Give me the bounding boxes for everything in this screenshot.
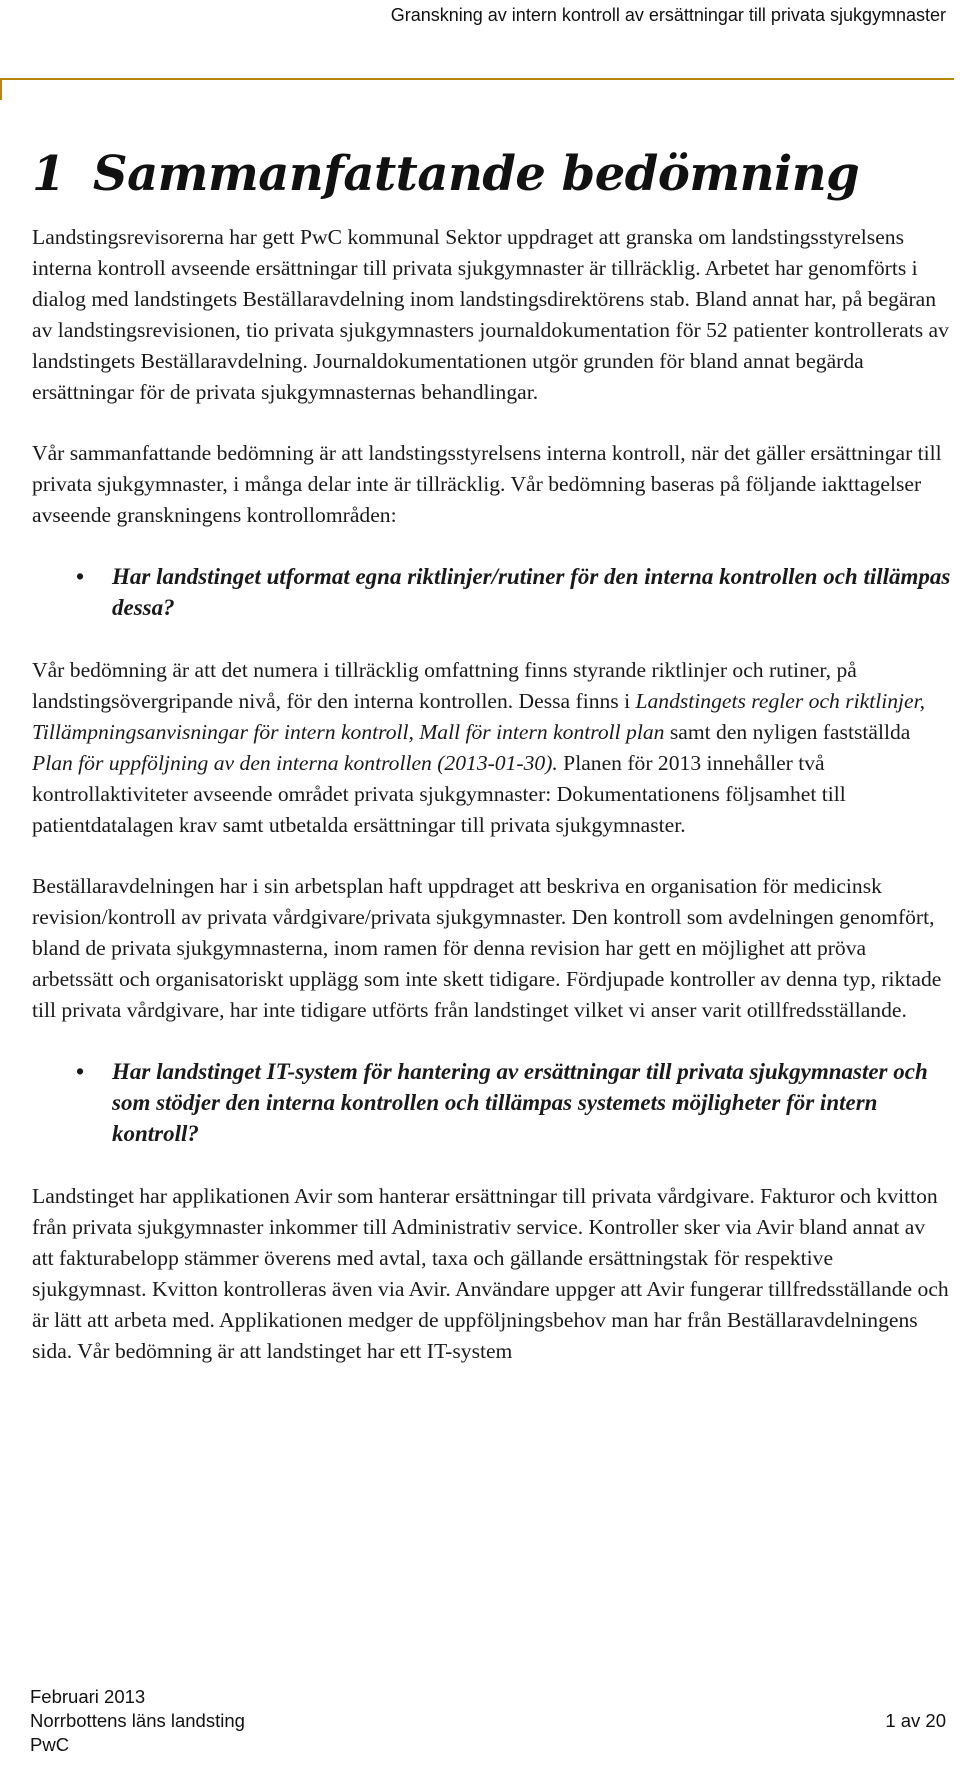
bullet-text: Har landstinget IT-system för hantering av ersättningar till privata sjukgymnaster och som stödjer den interna kontrollen och tillämpas systemets möjligheter för intern kontroll? xyxy=(112,1059,928,1146)
page-footer xyxy=(30,1685,946,1757)
footer-date: Februari 2013 xyxy=(30,1686,146,1707)
bullet-icon: • xyxy=(76,1059,85,1084)
paragraph-intro: Landstingsrevisorerna har gett PwC kommunal Sektor uppdraget att granska om landstingsstyrelsens interna kontroll avseende ersättningar till privata sjukgymnaster är tillräcklig. Arbetet har genomförts i dialog med landstingets Beställaravdelning inom landstingsdirektörens stab. Bland annat har, på begäran av landstingsrevisionen, tio privata sjukgymnasters journaldokumentation för 52 patienter kontrollerats av landstingets Beställaravdelning. Journaldokumentationen utgör grunden för bland annat begärda ersättningar för de privata sjukgymnasternas behandlingar. xyxy=(32,225,949,404)
text-run: Planen för 2013 innehåller två kontrollaktiviteter avseende området privata sjukgymnaster: Dokumentationens följsamhet till patientdatalagen krav samt utbetalda ersättningar till privata sjukgymnaster. xyxy=(32,751,846,837)
text-run: Vår bedömning är att det numera i tillräcklig omfattning finns styrande riktlinjer och rutiner, på landstingsövergripande nivå, för den interna kontrollen. Dessa finns i xyxy=(32,658,857,713)
footer-author: PwC xyxy=(30,1734,70,1755)
bullet-question-guidelines xyxy=(32,561,952,623)
section-title: Sammanfattande bedömning xyxy=(92,146,860,202)
bullet-text: Har landstinget utformat egna riktlinjer/rutiner för den interna kontrollen och tillämpas dessa? xyxy=(112,564,951,620)
bullet-question-it-system xyxy=(32,1056,952,1149)
section-heading xyxy=(32,146,952,202)
paragraph-ordering-department: Beställaravdelningen har i sin arbetsplan haft uppdraget att beskriva en organisation för medicinsk revision/kontroll av privata vårdgivare/privata sjukgymnaster. Den kontroll som avdelningen genomfört, bland de privata sjukgymnasterna, inom ramen för denna revision har gett en möjlighet att pröva arbetssätt och organisatoriskt upplägg som inte skett tidigare. Fördjupade kontroller av denna typ, riktade till privata vårdgivare, har inte tidigare utförts från landstinget vilket vi anser varit otillfredsställande. xyxy=(32,874,942,1022)
paragraph-guidelines-assessment xyxy=(32,655,952,841)
paragraph-summary: Vår sammanfattande bedömning är att landstingsstyrelsens interna kontroll, när det gäller ersättningar till privata sjukgymnaster, i många delar inte är tillräcklig. Vår bedömning baseras på följande iakttagelser avseende granskningens kontrollområden: xyxy=(32,441,942,527)
bullet-icon: • xyxy=(76,564,85,589)
page-body xyxy=(32,146,952,1397)
section-number: 1 xyxy=(32,146,65,202)
document-reference: Plan för uppföljning av den interna kontrollen (2013-01-30). xyxy=(32,751,558,775)
paragraph-avir: Landstinget har applikationen Avir som hanterar ersättningar till privata vårdgivare. Fakturor och kvitton från privata sjukgymnaster inkommer till Administrativ service. Kontroller sker via Avir bland annat av att fakturabelopp stämmer överens med avtal, taxa och gällande ersättningstak för respektive sjukgymnast. Kvitton kontrolleras även via Avir. Användare uppger att Avir fungerar tillfredsställande och är lätt att arbeta med. Applikationen medger de uppföljningsbehov man har från Beställaravdelningens sida. Vår bedömning är att landstinget har ett IT-system xyxy=(32,1184,949,1363)
footer-organization: Norrbottens läns landsting xyxy=(30,1710,245,1731)
header-rule-tick xyxy=(0,78,2,100)
document-reference: Landstingets regler och riktlinjer, Tillämpningsanvisningar för intern kontroll, Mall för intern kontroll plan xyxy=(32,689,926,744)
page-number: 1 av 20 xyxy=(885,1710,946,1731)
text-run: samt den nyligen fastställda xyxy=(664,720,911,744)
running-header: Granskning av intern kontroll av ersättningar till privata sjukgymnaster xyxy=(390,5,946,25)
header-rule xyxy=(0,78,954,80)
